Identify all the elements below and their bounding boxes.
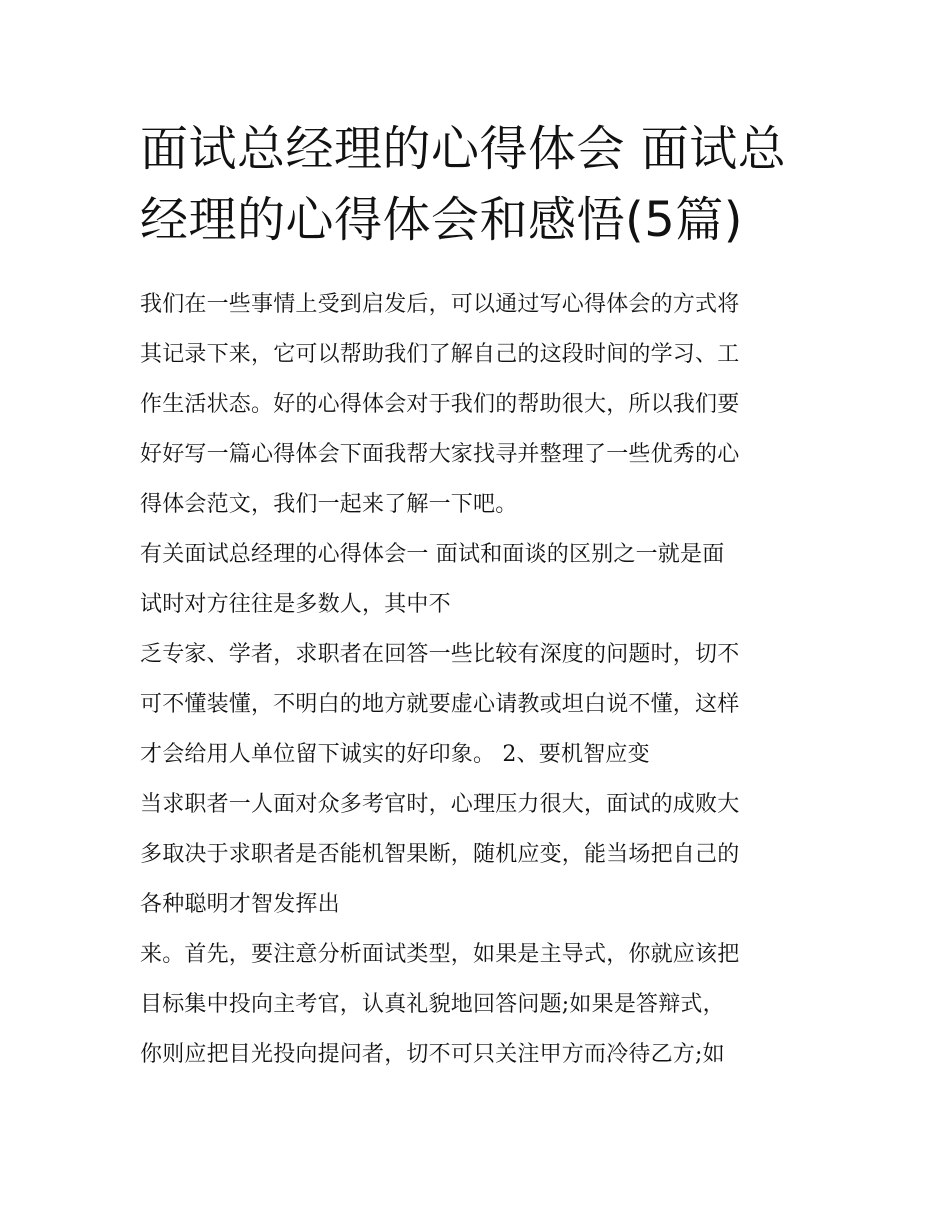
document-title [140, 114, 820, 256]
text-line: 有关面试总经理的心得体会一 面试和面谈的区别之一就是面 [140, 542, 725, 567]
text-line: 好好写一篇心得体会下面我帮大家找寻并整理了一些优秀的心 [140, 442, 740, 467]
text-line: 乏专家、学者，求职者在回答一些比较有深度的问题时，切不 [140, 642, 740, 667]
text-line: 我们在一些事情上受到启发后，可以通过写心得体会的方式将 [140, 292, 740, 317]
title-line: 面试总经理的心得体会 面试总 [140, 121, 787, 177]
text-line: 得体会范文，我们一起来了解一下吧。 [140, 492, 518, 517]
text-line: 作生活状态。好的心得体会对于我们的帮助很大，所以我们要 [140, 392, 740, 417]
paragraph-intro [140, 280, 830, 530]
paragraph-honesty [140, 630, 830, 780]
paragraph-adaptability [140, 780, 830, 930]
text-line: 试时对方往往是多数人，其中不 [140, 592, 451, 617]
text-line: 来。首先，要注意分析面试类型，如果是主导式，你就应该把 [140, 942, 740, 967]
paragraph-section-1 [140, 530, 830, 630]
text-line: 你则应把目光投向提问者，切不可只关注甲方而冷待乙方;如 [140, 1042, 725, 1067]
text-line: 可不懂装懂，不明白的地方就要虚心请教或坦白说不懂，这样 [140, 692, 740, 717]
text-line: 各种聪明才智发挥出 [140, 892, 340, 917]
paragraph-interview-type [140, 930, 830, 1080]
text-line: 当求职者一人面对众多考官时，心理压力很大，面试的成败大 [140, 792, 740, 817]
text-line: 才会给用人单位留下诚实的好印象。 2、要机智应变 [140, 742, 650, 767]
text-line: 多取决于求职者是否能机智果断，随机应变，能当场把自己的 [140, 842, 740, 867]
document-body [140, 280, 830, 1080]
title-line: 经理的心得体会和感悟(5篇) [140, 192, 743, 248]
text-line: 目标集中投向主考官，认真礼貌地回答问题;如果是答辩式， [140, 992, 725, 1017]
text-line: 其记录下来，它可以帮助我们了解自己的这段时间的学习、工 [140, 342, 740, 367]
